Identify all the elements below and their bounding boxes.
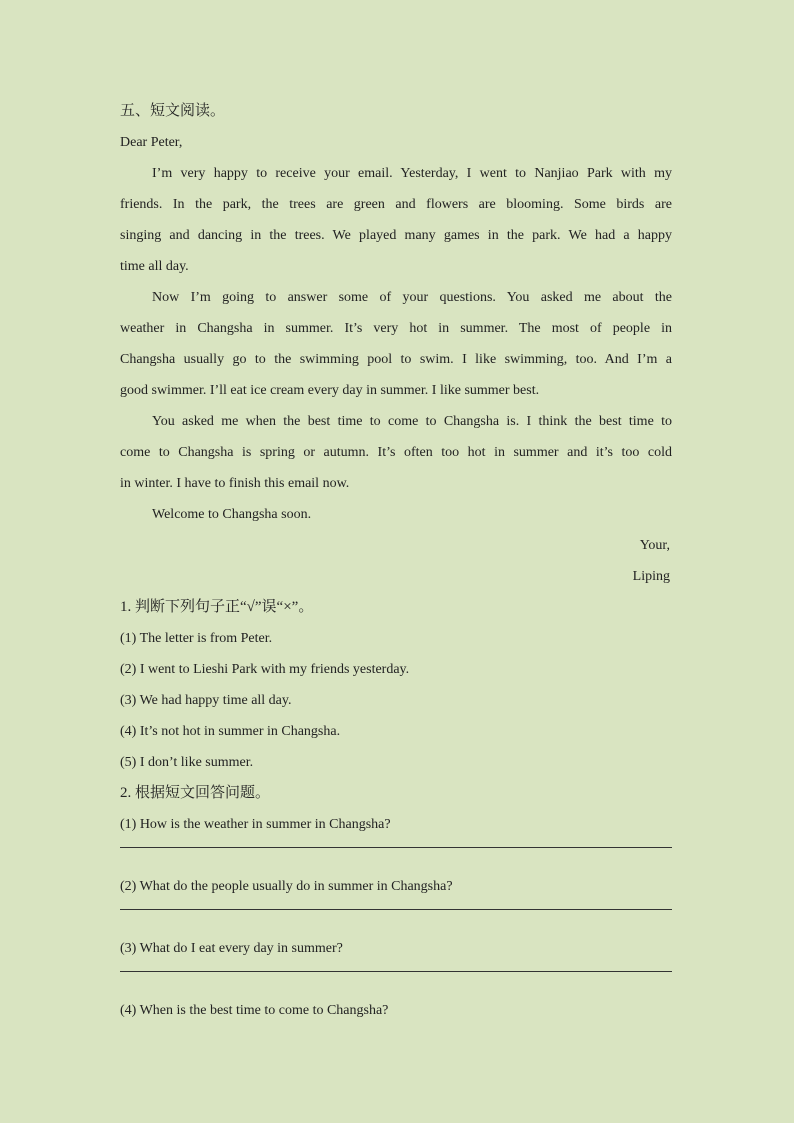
question-item: (3) What do I eat every day in summer? (120, 941, 343, 956)
letter-line: good swimmer. I’ll eat ice cream every day in summer. I like summer best. (120, 383, 540, 398)
question-item: (2) What do the people usually do in summer in Changsha? (120, 879, 453, 894)
answer-line[interactable] (120, 902, 672, 933)
answer-line[interactable] (120, 964, 672, 995)
letter-signature: Liping (632, 569, 670, 584)
letter-line: weather in Changsha in summer. It’s very hot in summer. The most of people in (120, 321, 672, 336)
letter (120, 127, 672, 592)
true-false-item: (2) I went to Lieshi Park with my friends yesterday. (120, 662, 410, 677)
question-item: (4) When is the best time to come to Changsha? (120, 1003, 389, 1018)
true-false-instruction: 1. 判断下列句子正“√”误“×”。 (120, 599, 314, 615)
true-false-item: (1) The letter is from Peter. (120, 631, 273, 646)
letter-line: friends. In the park, the trees are green and flowers are blooming. Some birds are (120, 197, 672, 212)
question-item: (1) How is the weather in summer in Changsha? (120, 817, 391, 832)
letter-line: in winter. I have to finish this email now. (120, 476, 350, 491)
letter-line: time all day. (120, 259, 189, 274)
section-title: 五、短文阅读。 (120, 103, 226, 119)
answer-line[interactable] (120, 840, 672, 871)
letter-closing: Your, (639, 538, 670, 553)
letter-line: I’m very happy to receive your email. Yesterday, I went to Nanjiao Park with my (152, 166, 672, 181)
true-false-item: (5) I don’t like summer. (120, 755, 254, 770)
worksheet-page (120, 96, 672, 1026)
true-false-section (120, 592, 672, 778)
letter-line: singing and dancing in the trees. We played many games in the park. We had a happy (120, 228, 672, 243)
letter-salutation: Dear Peter, (120, 135, 183, 150)
letter-line: Changsha usually go to the swimming pool to swim. I like swimming, too. And I’m a (120, 352, 672, 367)
questions-section (120, 778, 672, 1026)
questions-instruction: 2. 根据短文回答问题。 (120, 785, 271, 801)
letter-line: You asked me when the best time to come to Changsha is. I think the best time to (152, 414, 672, 429)
letter-line: Now I’m going to answer some of your questions. You asked me about the (152, 290, 672, 305)
true-false-item: (4) It’s not hot in summer in Changsha. (120, 724, 341, 739)
true-false-item: (3) We had happy time all day. (120, 693, 292, 708)
letter-body (120, 158, 672, 530)
letter-line: Welcome to Changsha soon. (152, 507, 312, 522)
letter-line: come to Changsha is spring or autumn. It’s often too hot in summer and it’s too cold (120, 445, 672, 460)
